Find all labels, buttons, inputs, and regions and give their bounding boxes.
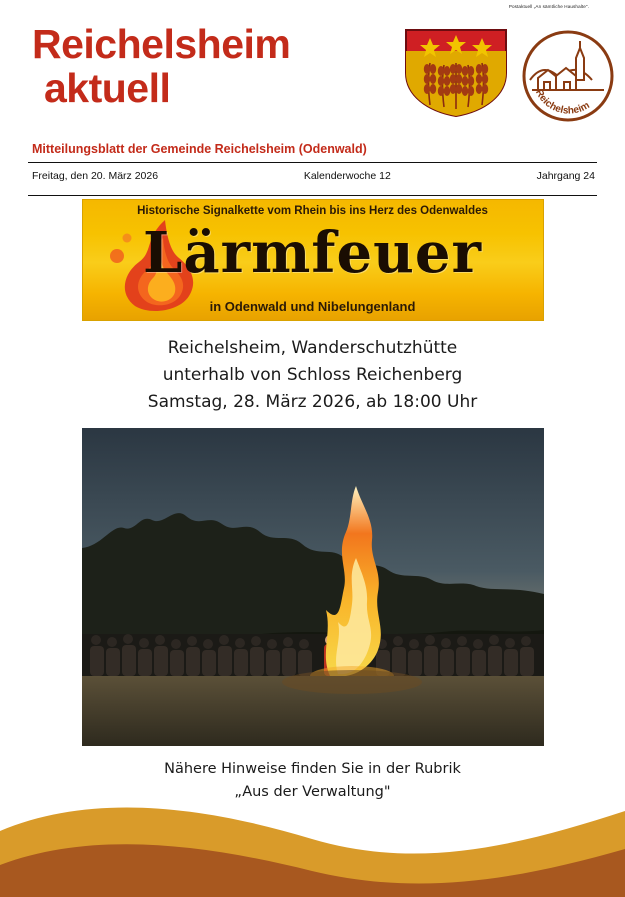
closing-line-1: Nähere Hinweise finden Sie in der Rubrik xyxy=(164,761,461,777)
issue-week: Kalenderwoche 12 xyxy=(303,170,391,182)
newsletter-subtitle: Mitteilungsblatt der Gemeinde Reichelsheim (Odenwald) xyxy=(32,142,367,156)
issue-volume: Jahrgang 24 xyxy=(536,170,595,182)
bonfire-photo xyxy=(82,428,544,746)
page-title xyxy=(28,22,392,110)
event-line-2: unterhalb von Schloss Reichenberg xyxy=(162,365,463,385)
event-details xyxy=(28,335,597,416)
cover-content xyxy=(28,199,597,804)
postaktuell-note: Postaktuell „An sämtliche Haushalte". xyxy=(508,4,589,9)
coat-of-arms-icon xyxy=(403,27,509,119)
svg-text:Reichelsheim: Reichelsheim xyxy=(532,87,592,117)
closing-line-2: „Aus der Verwaltung" xyxy=(234,784,391,800)
event-line-3: Samstag, 28. März 2026, ab 18:00 Uhr xyxy=(147,392,478,412)
issue-info-row xyxy=(28,163,597,189)
event-line-1: Reichelsheim, Wanderschutzhütte xyxy=(167,338,458,358)
issue-date: Freitag, den 20. März 2026 xyxy=(32,170,159,182)
masthead-title-line2: aktuell xyxy=(44,65,171,111)
banner-title: Lärmfeuer xyxy=(143,220,482,286)
reichelsheim-logo-icon xyxy=(520,28,616,124)
masthead-title-line1: Reichelsheim xyxy=(32,21,291,67)
footer-decoration xyxy=(0,787,625,897)
header-divider-bottom xyxy=(28,195,597,196)
laermfeuer-banner xyxy=(82,199,544,321)
masthead xyxy=(28,0,597,120)
banner-bottom-line: in Odenwald und Nibelungenland xyxy=(209,299,416,314)
banner-top-line: Historische Signalkette vom Rhein bis ins Herz des Odenwaldes xyxy=(137,205,488,217)
